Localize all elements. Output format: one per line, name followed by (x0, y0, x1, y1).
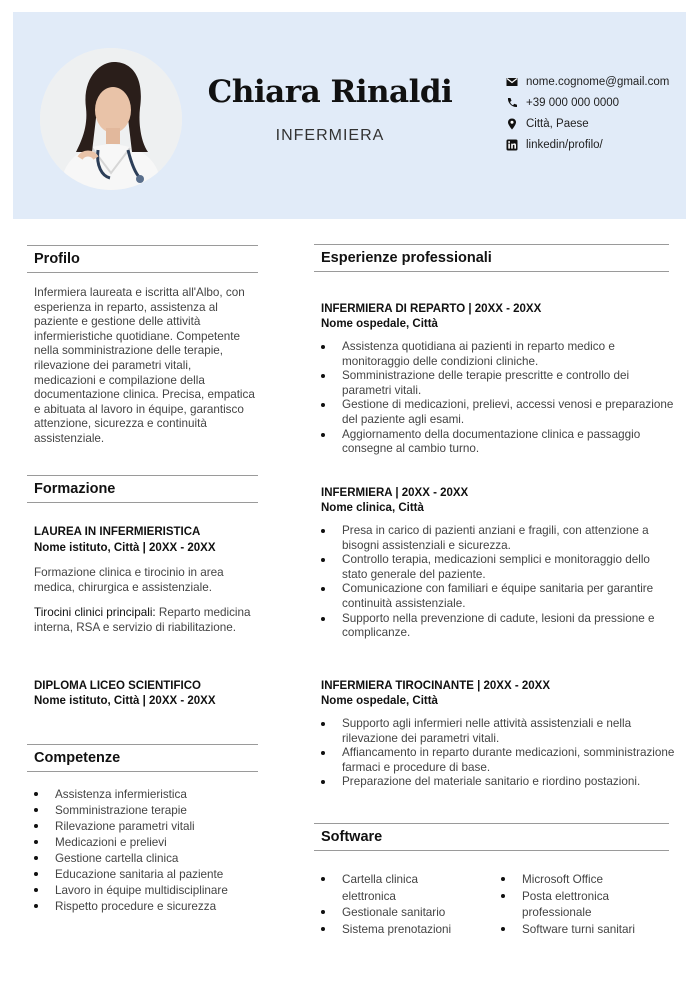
list-item: Educazione sanitaria al paziente (34, 867, 259, 883)
list-item: Assistenza quotidiana ai pazienti in reparto medico e monitoraggio delle condizioni cliniche. (321, 340, 676, 369)
list-item: Microsoft Office (501, 872, 661, 889)
job-bullets (321, 717, 681, 790)
list-item: Sistema prenotazioni (321, 922, 471, 939)
section-heading-software: Software (314, 823, 669, 851)
education-title: LAUREA IN INFERMIERISTICA (34, 526, 201, 538)
list-item: Assistenza infermieristica (34, 787, 259, 803)
list-item: Controllo terapia, medicazioni semplici e monitoraggio dello stato generale del paziente. (321, 553, 661, 582)
location-icon (506, 118, 518, 130)
list-item: Cartella clinica elettronica (321, 872, 471, 905)
list-item: Preparazione del materiale sanitario e riordino postazioni. (321, 775, 681, 790)
list-item: Gestionale sanitario (321, 905, 471, 922)
job-employer: Nome clinica, Città (321, 502, 424, 514)
contact-email-text: nome.cognome@gmail.com (526, 75, 670, 88)
list-item: Software turni sanitari (501, 922, 661, 939)
list-item: Lavoro in équipe multidisciplinare (34, 883, 259, 899)
list-item: Posta elettronica professionale (501, 889, 661, 922)
candidate-name: Chiara Rinaldi (207, 74, 453, 110)
contact-location (506, 113, 669, 134)
contact-list (506, 71, 669, 155)
section-heading-formazione: Formazione (27, 475, 258, 503)
education-description: Formazione clinica e tirocinio in area medica, chirurgica e assistenziale. (34, 566, 224, 594)
contact-phone-text: +39 000 000 0000 (526, 96, 620, 109)
tirocini-text: Reparto medicina interna, RSA e servizio di riabilitazione. (34, 606, 251, 634)
contact-phone[interactable] (506, 92, 669, 113)
contact-linkedin-text: linkedin/profilo/ (526, 138, 603, 151)
job-employer: Nome ospedale, Città (321, 318, 438, 330)
profilo-text: Infermiera laureata e iscritta all'Albo, con esperienza in reparto, assistenza al paziente e gestione delle attività infermieristiche quotidiane. Competente nella somministrazione delle terapie, rilevazione dei parametri vitali, medicazioni e compilazione della documentazione clinica. Precisa, empatica e abituata al lavoro in équipe, garantisco attenzione, sicurezza e continuità assistenziale. (34, 286, 255, 445)
email-icon (506, 76, 518, 88)
section-heading-esperienze: Esperienze professionali (314, 244, 669, 272)
software-list-col2 (501, 872, 661, 938)
list-item: Affiancamento in reparto durante medicazioni, somministrazione farmaci e procedure di base. (321, 746, 681, 775)
profile-photo-illustration (40, 48, 182, 190)
phone-icon (506, 97, 518, 109)
section-heading-profilo: Profilo (27, 245, 258, 273)
list-item: Comunicazione con familiari e équipe sanitaria per garantire continuità assistenziale. (321, 582, 661, 611)
list-item: Somministrazione terapie (34, 803, 259, 819)
list-item: Gestione cartella clinica (34, 851, 259, 867)
tirocini-label: Tirocini clinici principali: (34, 606, 156, 619)
list-item: Rispetto procedure e sicurezza (34, 899, 259, 915)
list-item: Supporto agli infermieri nelle attività assistenziali e nella rilevazione dei parametri vitali. (321, 717, 681, 746)
education-title: DIPLOMA LICEO SCIENTIFICO (34, 680, 201, 692)
list-item: Presa in carico di pazienti anziani e fragili, con attenzione a bisogni assistenziali e sicurezza. (321, 524, 661, 553)
candidate-role: INFERMIERA (275, 127, 385, 144)
list-item: Gestione di medicazioni, prelievi, accessi venosi e preparazione del paziente agli esami. (321, 398, 676, 427)
list-item: Aggiornamento della documentazione clinica e passaggio consegne al cambio turno. (321, 428, 676, 457)
contact-linkedin[interactable] (506, 134, 669, 155)
competenze-list (34, 787, 259, 915)
software-list-col1 (321, 872, 471, 938)
list-item: Somministrazione delle terapie prescritte e controllo dei parametri vitali. (321, 369, 676, 398)
profile-photo (40, 48, 182, 190)
job-employer: Nome ospedale, Città (321, 695, 438, 707)
job-title: INFERMIERA | 20XX - 20XX (321, 487, 469, 499)
education-subtitle: Nome istituto, Città | 20XX - 20XX (34, 695, 216, 707)
job-title: INFERMIERA DI REPARTO | 20XX - 20XX (321, 303, 542, 315)
list-item: Supporto nella prevenzione di cadute, lesioni da pressione e complicanze. (321, 612, 661, 641)
job-bullets (321, 524, 661, 641)
linkedin-icon (506, 139, 518, 151)
contact-location-text: Città, Paese (526, 117, 589, 130)
contact-email[interactable] (506, 71, 669, 92)
job-title: INFERMIERA TIROCINANTE | 20XX - 20XX (321, 680, 550, 692)
education-subtitle: Nome istituto, Città | 20XX - 20XX (34, 542, 216, 554)
list-item: Medicazioni e prelievi (34, 835, 259, 851)
education-tirocini (34, 606, 259, 635)
job-bullets (321, 340, 676, 457)
section-heading-competenze: Competenze (27, 744, 258, 772)
list-item: Rilevazione parametri vitali (34, 819, 259, 835)
